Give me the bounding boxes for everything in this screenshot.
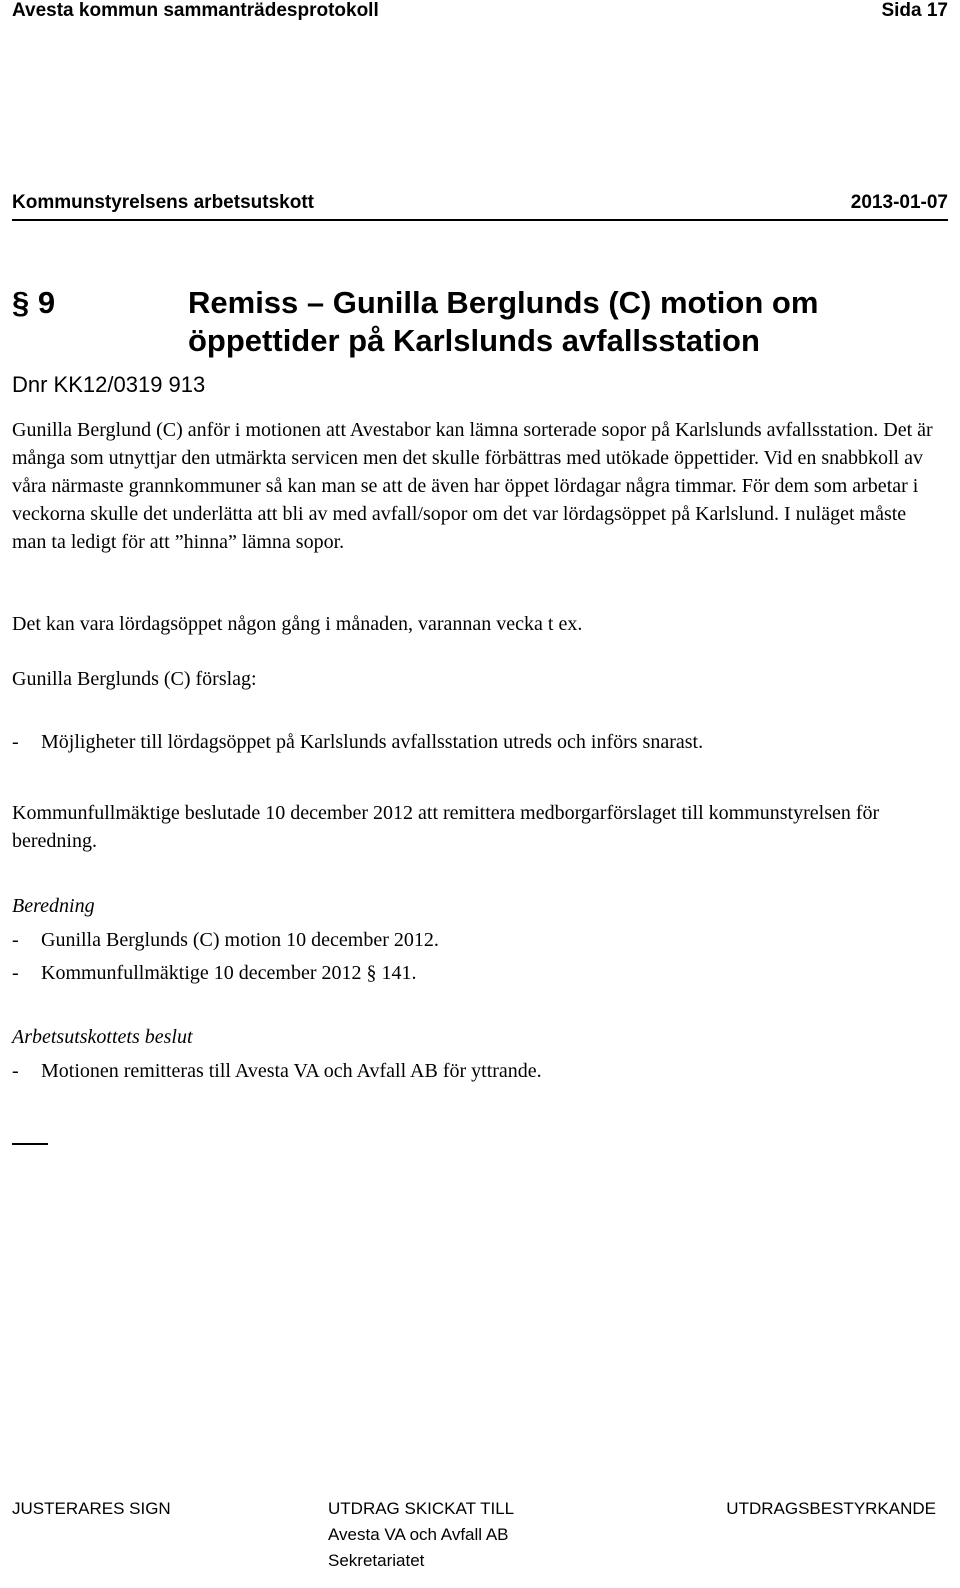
section-end-rule	[12, 1143, 48, 1145]
beredning-item	[12, 926, 942, 954]
bullet-dash: -	[12, 929, 19, 951]
section-title	[188, 284, 928, 360]
beredning-heading: Beredning	[12, 895, 95, 917]
footer-utdrag-title: UTDRAG SKICKAT TILL	[328, 1499, 515, 1518]
bullet-dash: -	[12, 962, 19, 984]
proposal-text: Möjligheter till lördagsöppet på Karlslunds avfallsstation utreds och införs snarast.	[41, 731, 704, 753]
decision-item-text: Motionen remitteras till Avesta VA och Avfall AB för yttrande.	[41, 1060, 542, 1082]
footer-utdrag-block	[328, 1496, 514, 1574]
proposal-bullet	[12, 728, 942, 756]
proposal-intro: Gunilla Berglunds (C) förslag:	[12, 668, 257, 690]
decision-heading: Arbetsutskottets beslut	[12, 1026, 193, 1048]
beredning-item-text: Kommunfullmäktige 10 december 2012 § 141.	[41, 962, 417, 984]
document-header-title: Avesta kommun sammanträdesprotokoll	[12, 0, 379, 21]
section-title-line-1: Remiss – Gunilla Berglunds (C) motion om	[188, 285, 819, 320]
section-title-line-2: öppettider på Karlslunds avfallsstation	[188, 323, 760, 358]
council-decision-paragraph: Kommunfullmäktige beslutade 10 december 2012 att remittera medborgarförslaget till kommunstyrelsen för beredning.	[12, 802, 880, 852]
bullet-dash: -	[12, 1060, 19, 1082]
meeting-date: 2013-01-07	[850, 192, 948, 213]
motion-summary-paragraph: Gunilla Berglund (C) anför i motionen att Avestabor kan lämna sorterade sopor på Karlslunds avfallsstation. Det är många som utnyttjar den utmärkta servicen men det skulle förbättras med utökade öppettider. Vid en snabbkoll av våra närmaste grannkommuner så kan man se att de även har öppet lördagar några timmar. För dem som arbetar i veckorna skulle det underlätta att bli av med avfall/sopor om det var lördagsöppet på Karlslund. I nuläget måste man ta ledigt för att ”hinna” lämna sopor.	[12, 419, 933, 553]
diary-number: Dnr KK12/0319 913	[12, 372, 206, 397]
footer-justerares-sign: JUSTERARES SIGN	[12, 1499, 171, 1518]
saturday-opening-paragraph: Det kan vara lördagsöppet någon gång i månaden, varannan vecka t ex.	[12, 613, 583, 635]
page-number: Sida 17	[881, 0, 948, 21]
section-number: § 9	[12, 285, 56, 320]
committee-name: Kommunstyrelsens arbetsutskott	[12, 192, 314, 213]
footer-recipient: Sekretariatet	[328, 1551, 425, 1570]
footer-recipient: Avesta VA och Avfall AB	[328, 1525, 509, 1544]
beredning-item-text: Gunilla Berglunds (C) motion 10 december 2012.	[41, 929, 439, 951]
header-divider	[12, 219, 948, 221]
footer-utdragsbestyrkande: UTDRAGSBESTYRKANDE	[726, 1499, 936, 1518]
decision-item	[12, 1057, 942, 1085]
beredning-item	[12, 959, 942, 987]
bullet-dash: -	[12, 731, 19, 753]
